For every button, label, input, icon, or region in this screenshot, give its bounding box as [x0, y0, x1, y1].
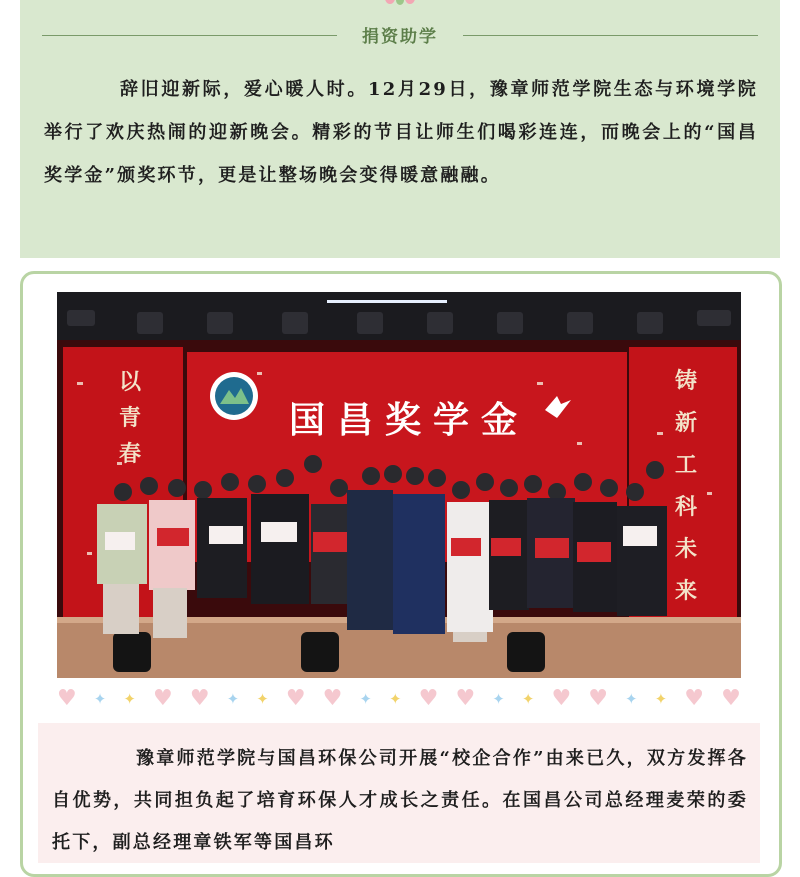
heart-icon: ♥ — [322, 686, 343, 711]
couplet-right — [671, 360, 701, 612]
intro-paragraph: 辞旧迎新际，爱心暖人时。12月29日，豫章师范学院生态与环境学院举行了欢庆热闹的迎新晚会。精彩的节目让师生们喝彩连连，而晚会上的“国昌奖学金”颁奖环节，更是让整场晚会变得暖意融融。 — [44, 79, 758, 186]
sparkle-icon: ✦ — [226, 690, 240, 708]
heart-icon: ♥ — [588, 686, 608, 711]
flower-decoration-icon — [375, 0, 425, 6]
sparkle-icon: ✦ — [492, 690, 505, 708]
sparkle-icon: ✦ — [93, 690, 107, 708]
couplet-right-char: 工 — [674, 452, 697, 478]
couplet-left-char: 青 — [118, 405, 141, 431]
sparkle-icon: ✦ — [256, 690, 269, 708]
couplet-right-char: 新 — [674, 410, 697, 436]
heart-icon: ♥ — [57, 686, 77, 711]
heart-icon: ♥ — [721, 686, 741, 711]
heart-icon: ♥ — [684, 686, 705, 711]
title-divider-right — [463, 35, 758, 36]
sparkle-icon: ✦ — [654, 690, 668, 708]
heart-divider — [57, 686, 741, 712]
heart-icon: ♥ — [153, 686, 173, 711]
heart-icon: ♥ — [285, 686, 306, 711]
banner-title: 国昌奖学金 — [289, 399, 530, 441]
intro-card — [20, 0, 780, 258]
sparkle-icon: ✦ — [389, 690, 402, 708]
award-ceremony-photo — [57, 292, 741, 678]
couplet-right-char: 铸 — [674, 368, 697, 394]
section-title: 捐资助学 — [362, 27, 438, 47]
couplet-right-char: 未 — [674, 536, 697, 562]
couplet-left-char: 以 — [118, 369, 141, 395]
sparkle-icon: ✦ — [625, 690, 638, 708]
sparkle-icon: ✦ — [521, 690, 535, 708]
heart-icon: ♥ — [189, 686, 210, 711]
couplet-right-char: 来 — [674, 578, 697, 604]
heart-icon: ♥ — [551, 686, 572, 711]
couplet-left-char: 春 — [118, 441, 141, 467]
heart-icon: ♥ — [455, 686, 476, 711]
couplet-right-char: 科 — [674, 494, 697, 520]
body-paragraph: 豫章师范学院与国昌环保公司开展“校企合作”由来已久，双方发挥各自优势，共同担负起了培育环保人才成长之责任。在国昌公司总经理麦荣的委托下，副总经理章铁军等国昌环 — [52, 748, 748, 853]
sparkle-icon: ✦ — [123, 690, 136, 708]
couplet-left — [115, 364, 145, 472]
sparkle-icon: ✦ — [359, 690, 372, 708]
section-title-bar — [42, 20, 758, 50]
heart-icon: ♥ — [418, 686, 439, 711]
